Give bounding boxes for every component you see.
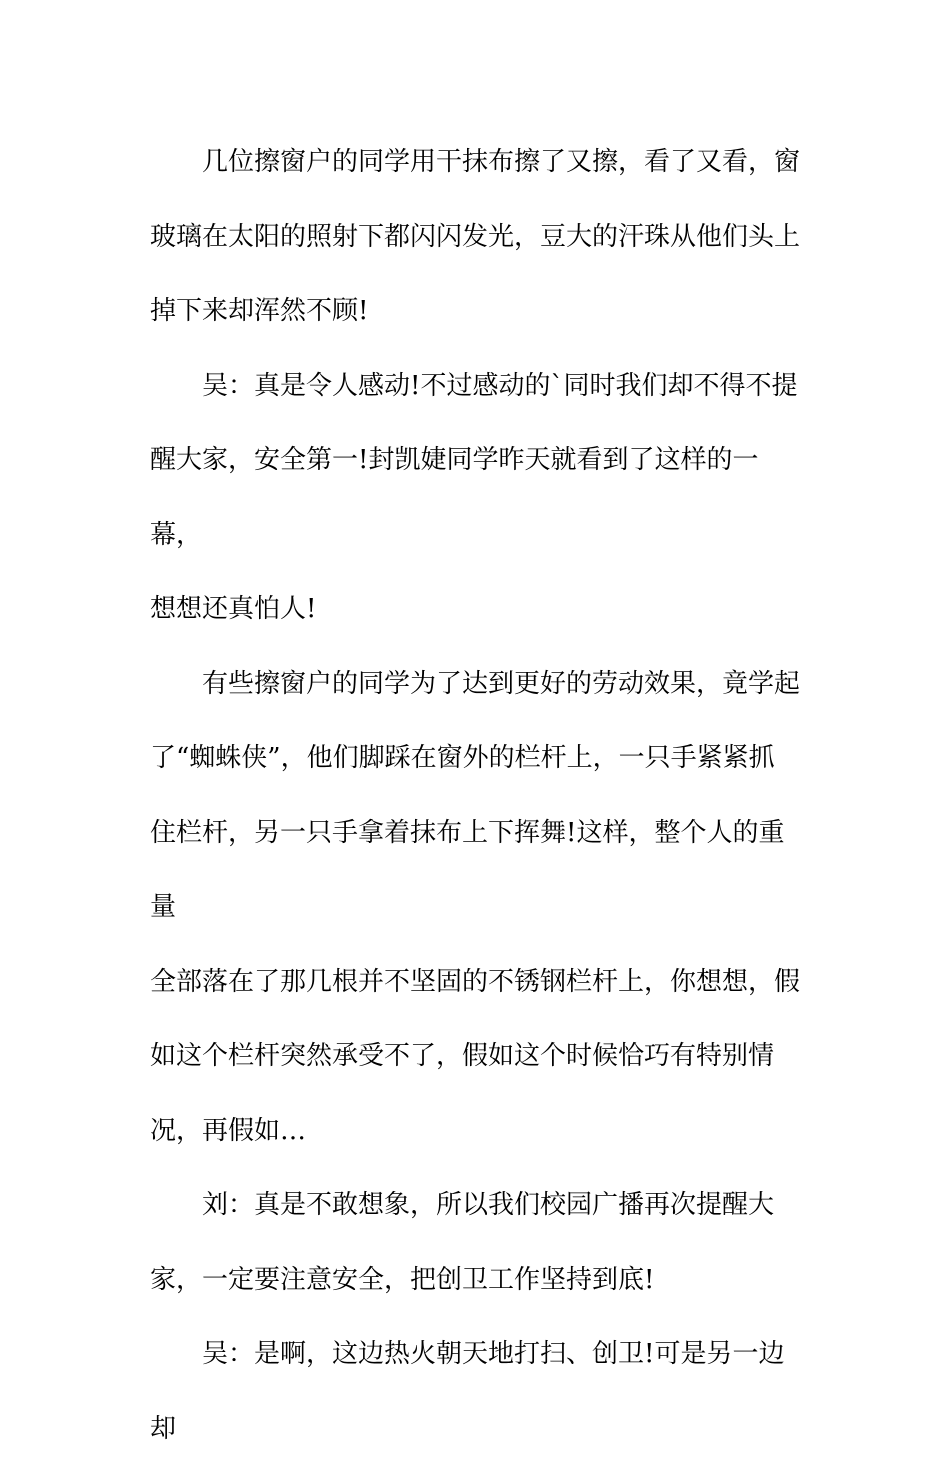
paragraph-3: 有些擦窗户的同学为了达到更好的劳动效果，竟学起 了“蜘蛛侠”，他们脚踩在窗外的栏杆上，一只手紧紧抓 住栏杆，另一只手拿着抹布上下挥舞!这样，整个人的重量 全部落在了那几根并不坚固的不锈钢栏杆上，你想想，假 如这个栏杆突然承受不了，假如这个时候恰巧有特别情 况，再假如… [150, 668, 801, 1146]
document-body [150, 125, 810, 1466]
paragraph-1: 几位擦窗户的同学用干抹布擦了又擦，看了又看，窗 玻璃在太阳的照射下都闪闪发光，豆大的汗珠从他们头上 掉下来却浑然不顾! [150, 147, 801, 326]
paragraph-4: 刘：真是不敢想象，所以我们校园广播再次提醒大 家，一定要注意安全，把创卫工作坚持到底! [150, 1190, 775, 1295]
paragraph-2: 吴：真是令人感动!不过感动的`同时我们却不得不提 醒大家，安全第一!封凯婕同学昨天就看到了这样的一幕， 想想还真怕人! [150, 370, 798, 624]
paragraph-5: 吴：是啊，这边热火朝天地打扫、创卫!可是另一边却 [150, 1339, 785, 1444]
